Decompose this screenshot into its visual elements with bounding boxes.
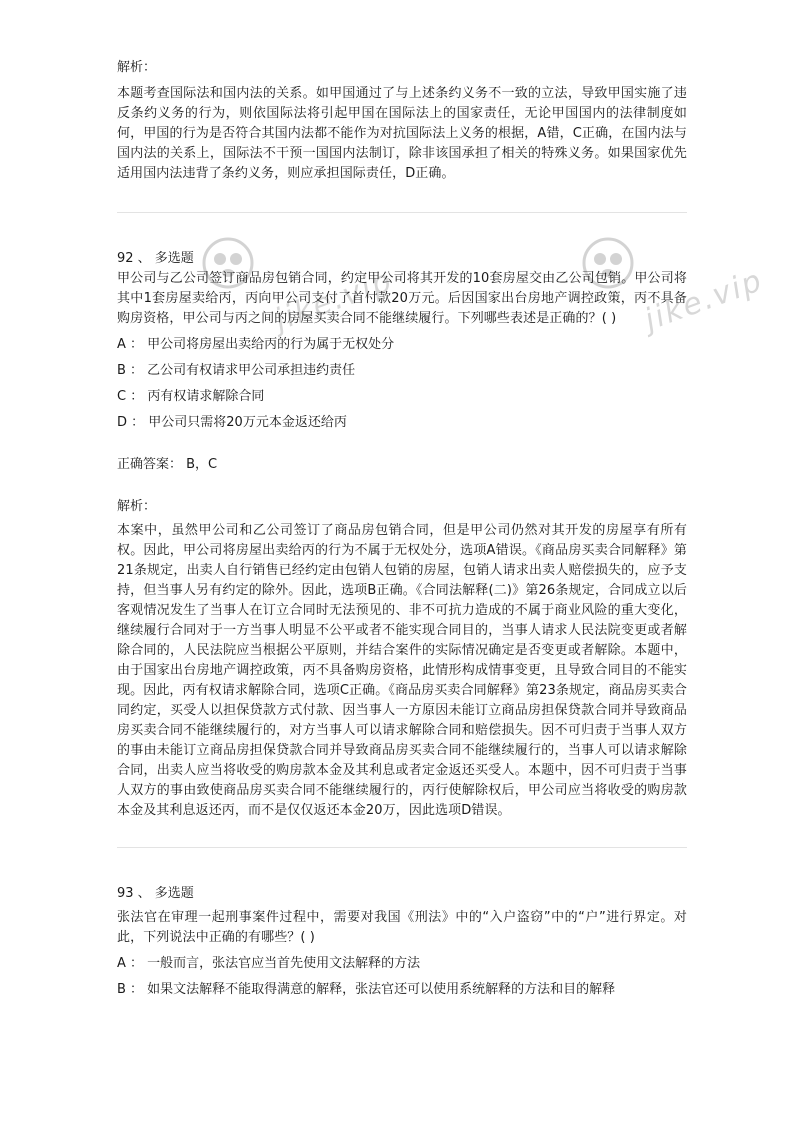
option-b: B ： 如果文法解释不能取得满意的解释，张法官还可以使用系统解释的方法和目的解释 [117, 982, 616, 997]
option-d: D ： 甲公司只需将20万元本金返还给丙 [117, 415, 347, 430]
analysis-label: 解析： [117, 499, 157, 514]
divider [117, 212, 687, 213]
question-header: 93 、 多选题 [117, 886, 194, 901]
question-stem: 张法官在审理一起刑事案件过程中，需要对我国《刑法》中的“入户盗窃”中的“户”进行界定。对此，下列说法中正确的有哪些？( ) [117, 910, 687, 945]
watermark-text: jike.vip [270, 262, 398, 338]
divider [117, 847, 687, 848]
question-stem: 甲公司与乙公司签订商品房包销合同，约定甲公司将其开发的10套房屋交由乙公司包销。甲公司将其中1套房屋卖给丙，丙向甲公司支付了首付款20万元。后因国家出台房地产调控政策，丙不具备购房资格，甲公司与丙之间的房屋买卖合同不能继续履行。下列哪些表述是正确的？( ) [117, 271, 687, 326]
analysis-text: 本案中，虽然甲公司和乙公司签订了商品房包销合同，但是甲公司仍然对其开发的房屋享有所有权。因此，甲公司将房屋出卖给丙的行为不属于无权处分，选项A错误。《商品房买卖合同解释》第21条规定，出卖人自行销售已经约定由包销人包销的房屋，包销人请求出卖人赔偿损失的，应予支持，但当事人另有约定的除外。因此，选项B正确。《合同法解释(二)》第26条规定，合同成立以后客观情况发生了当事人在订立合同时无法预见的、非不可抗力造成的不属于商业风险的重大变化，继续履行合同对于一方当事人明显不公平或者不能实现合同目的，当事人请求人民法院变更或者解除合同的，人民法院应当根据公平原则，并结合案件的实际情况确定是否变更或者解除。本题中，由于国家出台房地产调控政策，丙不具备购房资格，此情形构成情事变更，且导致合同目的不能实现。因此，丙有权请求解除合同，选项C正确。《商品房买卖合同解释》第23条规定，商品房买卖合同约定，买受人以担保贷款方式付款、因当事人一方原因未能订立商品房担保贷款合同并导致商品房买卖合同不能继续履行的，对方当事人可以请求解除合同和赔偿损失。因不可归责于当事人双方的事由未能订立商品房担保贷款合同并导致商品房买卖合同不能继续履行的，当事人可以请求解除合同，出卖人应当将收受的购房款本金及其利息或者定金返还买受人。本题中，因不可归责于当事人双方的事由致使商品房买卖合同不能继续履行的，丙行使解除权后，甲公司应当将收受的购房款本金及其利息返还丙，而不是仅仅返还本金20万，因此选项D错误。 [117, 523, 687, 818]
option-a: A ： 甲公司将房屋出卖给丙的行为属于无权处分 [117, 337, 395, 352]
question-93 [117, 884, 687, 1000]
watermark-text: jike.vip [640, 262, 768, 338]
option-b: B ： 乙公司有权请求甲公司承担违约责任 [117, 363, 356, 378]
analysis-text: 本题考查国际法和国内法的关系。如甲国通过了与上述条约义务不一致的立法，导致甲国实施了违反条约义务的行为，则依国际法将引起甲国在国际法上的国家责任，无论甲国国内的法律制度如何，甲国的行为是否符合其国内法都不能作为对抗国际法上义务的根据，A错，C正确，在国内法与国内法的关系上，国际法不干预一国国内法制订，除非该国承担了相关的特殊义务。如果国家优先适用国内法违背了条约义务，则应承担国际责任，D正确。 [117, 86, 687, 181]
question-header: 92 、 多选题 [117, 251, 194, 266]
option-a: A ： 一般而言，张法官应当首先使用文法解释的方法 [117, 956, 421, 971]
document-page [117, 58, 687, 1000]
question-92 [117, 249, 687, 821]
option-c: C ： 丙有权请求解除合同 [117, 389, 265, 404]
analysis-label: 解析： [117, 60, 157, 75]
correct-answer: 正确答案： B，C [117, 457, 218, 472]
